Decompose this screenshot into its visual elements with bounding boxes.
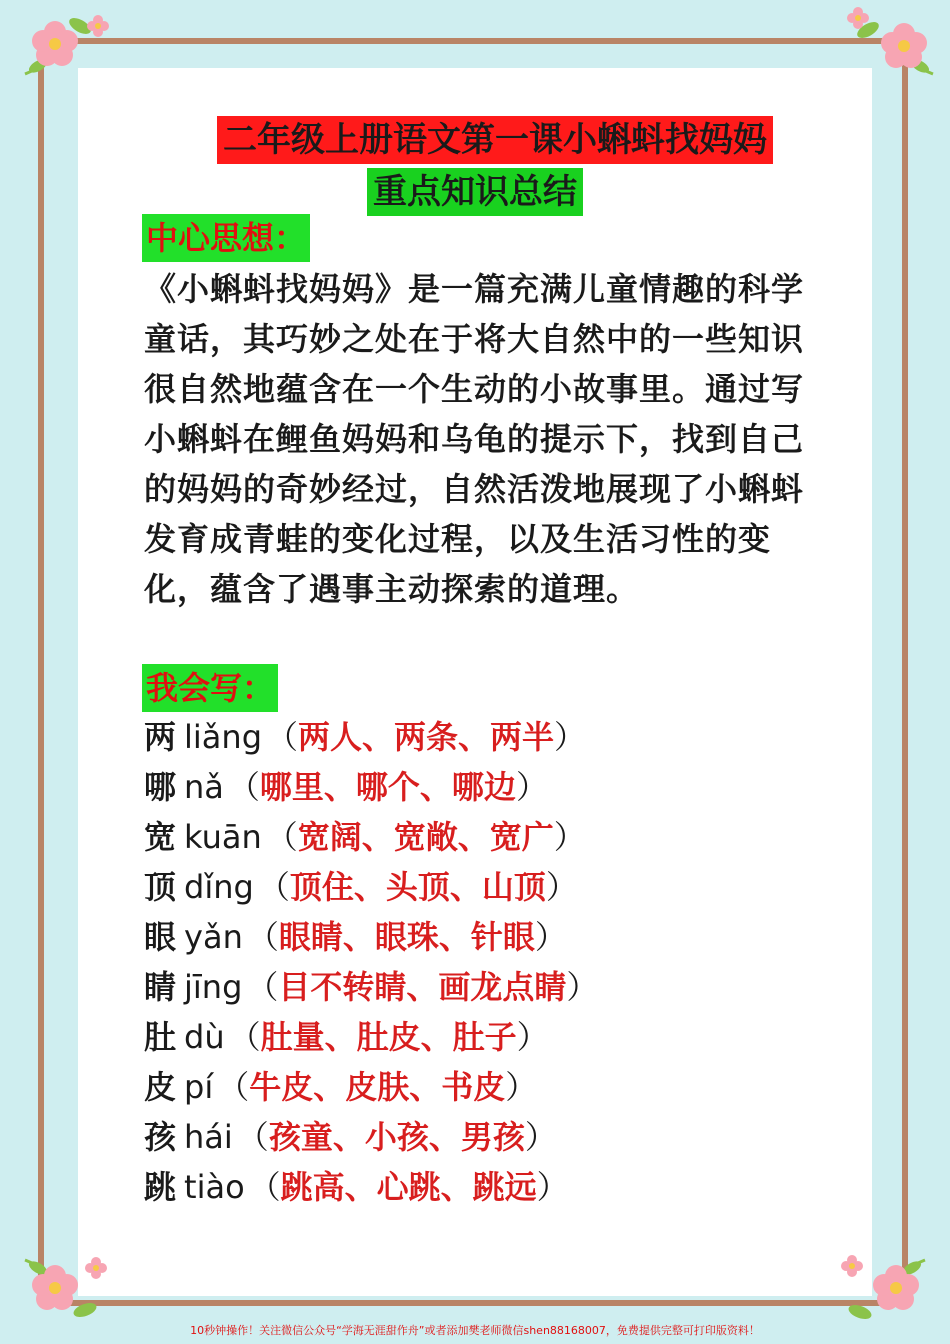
- paren-open: （: [257, 868, 290, 906]
- word-row: [144, 1012, 844, 1062]
- word-character: 顶: [144, 868, 177, 906]
- flower-bottom-left-icon: [10, 1240, 120, 1330]
- paren-close: ）: [524, 1118, 557, 1156]
- paren-open: （: [217, 1068, 250, 1106]
- word-character: 孩: [144, 1118, 177, 1156]
- word-examples: 孩童、小孩、男孩: [268, 1118, 525, 1156]
- word-pinyin: yǎn: [184, 918, 243, 956]
- word-examples: 两人、两条、两半: [298, 718, 555, 756]
- paren-close: ）: [554, 718, 587, 756]
- word-examples: 宽阔、宽敞、宽广: [297, 818, 554, 856]
- word-pinyin: liǎng: [184, 718, 262, 756]
- word-pinyin: pí: [184, 1068, 214, 1106]
- paren-close: ）: [545, 868, 578, 906]
- word-pinyin: dù: [184, 1018, 225, 1056]
- word-pinyin: dǐng: [184, 868, 254, 906]
- word-pinyin: nǎ: [184, 768, 224, 806]
- page-subtitle: 重点知识总结: [367, 168, 583, 216]
- word-examples: 肚量、肚皮、肚子: [260, 1018, 517, 1056]
- paper-sheet: [78, 68, 872, 1296]
- central-idea-paragraph: 《小蝌蚪找妈妈》是一篇充满儿童情趣的科学童话，其巧妙之处在于将大自然中的一些知识很自然地蕴含在一个生动的小故事里。通过写小蝌蚪在鲤鱼妈妈和乌龟的提示下，找到自己的妈妈的奇妙经过，自然活泼地展现了小蝌蚪发育成青蛙的变化过程，以及生活习性的变化，蕴含了遇事主动探索的道理。: [144, 270, 805, 608]
- word-character: 睛: [144, 968, 177, 1006]
- word-character: 两: [144, 718, 177, 756]
- flower-bottom-right-icon: [830, 1240, 940, 1330]
- flower-top-right-icon: [838, 4, 948, 94]
- paren-close: ）: [536, 1168, 569, 1206]
- word-examples: 牛皮、皮肤、书皮: [249, 1068, 506, 1106]
- word-character: 哪: [144, 768, 177, 806]
- title-block: [78, 116, 872, 216]
- word-examples: 目不转睛、画龙点睛: [278, 968, 567, 1006]
- paren-close: ）: [566, 968, 599, 1006]
- section-label-central-idea: 中心思想：: [142, 214, 310, 262]
- word-examples: 跳高、心跳、跳远: [280, 1168, 537, 1206]
- word-character: 肚: [144, 1018, 177, 1056]
- section-label-writing: 我会写：: [142, 664, 278, 712]
- word-list: [144, 712, 844, 1212]
- paren-open: （: [246, 918, 279, 956]
- word-row: [144, 1162, 844, 1212]
- paren-open: （: [248, 1168, 281, 1206]
- word-pinyin: kuān: [184, 818, 262, 856]
- footer-note: 10秒钟操作！关注微信公众号“学海无涯甜作舟”或者添加樊老师微信shen88168007，免费提供完整可打印版资料！: [190, 1324, 760, 1337]
- word-pinyin: tiào: [184, 1168, 245, 1206]
- paren-close: ）: [515, 768, 548, 806]
- word-row: [144, 712, 844, 762]
- word-examples: 哪里、哪个、哪边: [259, 768, 516, 806]
- word-row: [144, 812, 844, 862]
- paren-open: （: [236, 1118, 269, 1156]
- word-character: 皮: [144, 1068, 177, 1106]
- paren-open: （: [227, 768, 260, 806]
- word-row: [144, 862, 844, 912]
- paren-close: ）: [516, 1018, 549, 1056]
- paren-close: ）: [505, 1068, 538, 1106]
- word-pinyin: jīng: [184, 968, 243, 1006]
- page-title: 二年级上册语文第一课小蝌蚪找妈妈: [217, 116, 773, 164]
- word-character: 眼: [144, 918, 177, 956]
- flower-top-left-icon: [10, 4, 120, 94]
- word-pinyin: hái: [184, 1118, 233, 1156]
- paren-open: （: [265, 818, 298, 856]
- paren-close: ）: [553, 818, 586, 856]
- paren-open: （: [246, 968, 279, 1006]
- word-row: [144, 1062, 844, 1112]
- word-row: [144, 962, 844, 1012]
- paren-open: （: [266, 718, 299, 756]
- word-character: 宽: [144, 818, 177, 856]
- word-row: [144, 912, 844, 962]
- paren-close: ）: [534, 918, 567, 956]
- word-row: [144, 762, 844, 812]
- word-row: [144, 1112, 844, 1162]
- word-examples: 顶住、头顶、山顶: [289, 868, 546, 906]
- paren-open: （: [228, 1018, 261, 1056]
- word-examples: 眼睛、眼珠、针眼: [278, 918, 535, 956]
- word-character: 跳: [144, 1168, 177, 1206]
